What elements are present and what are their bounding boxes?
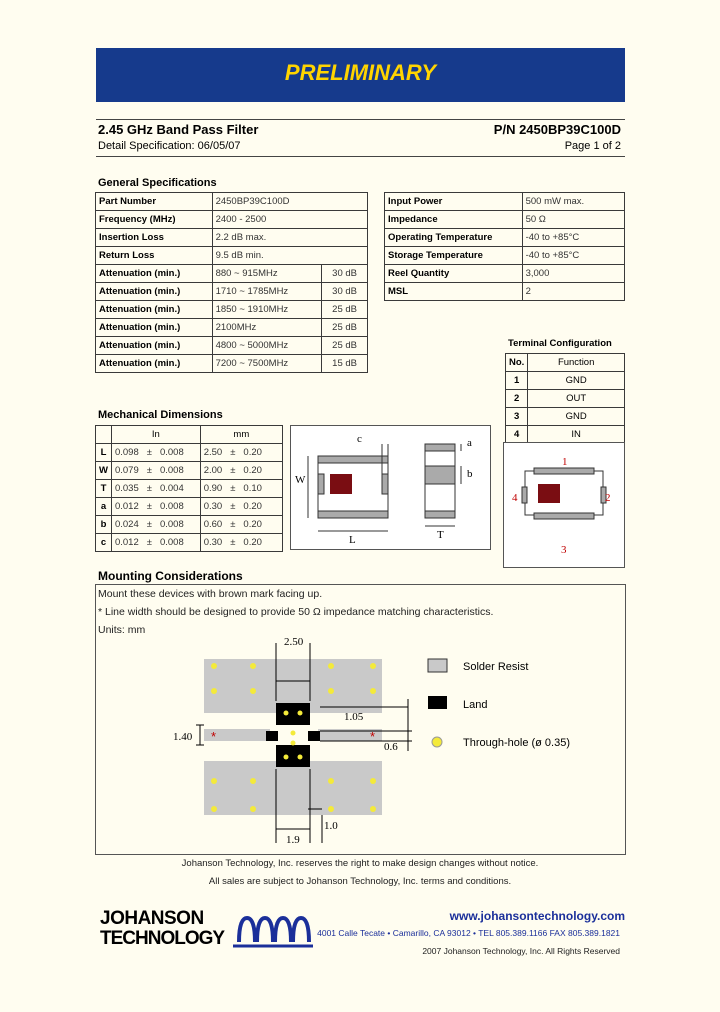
copyright: 2007 Johanson Technology, Inc. All Rights Reserved [422, 946, 620, 956]
product-title: 2.45 GHz Band Pass Filter [98, 122, 259, 137]
mechanical-mm-cell [200, 516, 282, 534]
top-view-pad-left [318, 474, 324, 494]
spec-label: Insertion Loss [96, 229, 213, 247]
via [370, 806, 376, 812]
spec-extra: 15 dB [322, 355, 368, 373]
mechanical-dim: W [96, 462, 112, 480]
terminal-row [506, 408, 625, 426]
mechanical-mm-cell [200, 498, 282, 516]
label-c: c [357, 433, 362, 445]
top-view-pad-top [318, 456, 388, 463]
mechanical-in-value: 0.012 [114, 501, 139, 512]
side-view-pad-mid [425, 466, 455, 484]
dim-105: 1.05 [344, 711, 364, 723]
mechanical-mm-value: 2.00 [203, 465, 223, 476]
mechanical-mm-cell [200, 480, 282, 498]
legend-land: Land [463, 699, 488, 711]
terminal-col-function: Function [528, 354, 625, 372]
spec-label: Attenuation (min.) [96, 355, 213, 373]
via [291, 731, 296, 736]
legend-via-swatch [432, 737, 442, 747]
mechanical-dim: c [96, 534, 112, 552]
legend-via: Through-hole (ø 0.35) [463, 737, 570, 749]
terminal-no: 4 [506, 426, 528, 444]
mechanical-mm-tol: 0.20 [243, 537, 262, 548]
spec-label: MSL [385, 283, 523, 301]
spec-label: Attenuation (min.) [96, 265, 213, 283]
spec-row [96, 355, 368, 373]
legend-solder: Solder Resist [463, 661, 529, 673]
terminal-header-row [506, 354, 625, 372]
header-rule-top [96, 119, 625, 120]
mechanical-in-cell [111, 498, 200, 516]
pad-3 [534, 513, 594, 519]
mechanical-in-value: 0.035 [114, 483, 139, 494]
mechanical-dim: a [96, 498, 112, 516]
via [328, 806, 334, 812]
general-spec-heading: General Specifications [98, 177, 217, 189]
terminal-row [506, 372, 625, 390]
via [250, 778, 256, 784]
spec-row [96, 319, 368, 337]
mechanical-row [96, 444, 283, 462]
legend-solder-swatch [428, 659, 447, 672]
spec-row [96, 211, 368, 229]
mechanical-in-tol: 0.008 [159, 501, 184, 512]
land-right [308, 731, 320, 741]
mechanical-in-cell [111, 534, 200, 552]
terminal-row [506, 426, 625, 444]
via [284, 755, 289, 760]
mechanical-in-cell [111, 444, 200, 462]
spec-label: Operating Temperature [385, 229, 523, 247]
land-pattern-svg [96, 585, 625, 854]
dim-10: 1.0 [324, 820, 338, 832]
label-a: a [467, 437, 472, 449]
logo-mark-icon [233, 912, 313, 952]
terminal-function: GND [528, 372, 625, 390]
footer-line-2: All sales are subject to Johanson Technology, Inc. terms and conditions. [208, 876, 512, 887]
mechanical-in-cell [111, 480, 200, 498]
plus-minus: ± [230, 537, 236, 548]
spec-value: 2 [522, 283, 624, 301]
spec-value: 3,000 [522, 265, 624, 283]
spec-label: Attenuation (min.) [96, 337, 213, 355]
spec-value: 2450BP39C100D [212, 193, 367, 211]
mechanical-in-value: 0.098 [114, 447, 139, 458]
spec-value: 500 mW max. [522, 193, 624, 211]
mechanical-in-tol: 0.008 [159, 465, 184, 476]
mechanical-row [96, 480, 283, 498]
via [328, 688, 334, 694]
spec-label: Attenuation (min.) [96, 319, 213, 337]
spec-label: Attenuation (min.) [96, 283, 213, 301]
terminal-diagram-svg [504, 443, 624, 567]
via [211, 806, 217, 812]
company-address: 4001 Calle Tecate • Camarillo, CA 93012 • TEL 805.389.1166 FAX 805.389.1821 [317, 928, 620, 938]
mechanical-in-tol: 0.004 [159, 483, 184, 494]
mechanical-table [95, 425, 283, 552]
spec-value: 4800 ~ 5000MHz [212, 337, 322, 355]
plus-minus: ± [146, 447, 152, 458]
mechanical-mm-tol: 0.20 [243, 465, 262, 476]
footer-line-1: Johanson Technology, Inc. reserves the right to make design changes without notice. [181, 858, 539, 869]
via [298, 711, 303, 716]
mounting-heading: Mounting Considerations [98, 569, 243, 583]
website-link[interactable]: www.johansontechnology.com [449, 909, 625, 923]
mechanical-in-value: 0.024 [114, 519, 139, 530]
spec-row [96, 265, 368, 283]
via [328, 663, 334, 669]
dim-06: 0.6 [384, 741, 398, 753]
mechanical-in-tol: 0.008 [159, 519, 184, 530]
mechanical-in-tol: 0.008 [159, 447, 184, 458]
spec-value: -40 to +85°C [522, 229, 624, 247]
mechanical-mm-value: 0.60 [203, 519, 223, 530]
mechanical-mm-tol: 0.20 [243, 501, 262, 512]
spec-row [96, 247, 368, 265]
terminal-diagram [503, 442, 625, 568]
via [298, 755, 303, 760]
terminal-function: GND [528, 408, 625, 426]
spec-label: Frequency (MHz) [96, 211, 213, 229]
mechanical-col-in: In [111, 426, 200, 444]
mechanical-in-cell [111, 516, 200, 534]
mechanical-in-tol: 0.008 [159, 537, 184, 548]
via [291, 741, 296, 746]
spec-value: 2400 - 2500 [212, 211, 367, 229]
header-rule-bottom [96, 156, 625, 157]
spec-extra: 25 dB [322, 319, 368, 337]
mechanical-dim: b [96, 516, 112, 534]
spec-row [385, 229, 625, 247]
spec-extra: 30 dB [322, 265, 368, 283]
terminal-heading: Terminal Configuration [508, 338, 612, 349]
label-b: b [467, 468, 473, 480]
mechanical-mm-cell [200, 534, 282, 552]
mechanical-in-value: 0.079 [114, 465, 139, 476]
mechanical-mm-cell [200, 462, 282, 480]
via [211, 688, 217, 694]
via [370, 663, 376, 669]
label-l: L [349, 534, 356, 546]
spec-row [96, 301, 368, 319]
spec-label: Return Loss [96, 247, 213, 265]
mechanical-in-value: 0.012 [114, 537, 139, 548]
top-view-pad-bottom [318, 511, 388, 518]
spec-extra: 25 dB [322, 337, 368, 355]
mounting-line-3: Units: mm [98, 624, 146, 636]
mechanical-mm-value: 0.30 [203, 537, 223, 548]
mechanical-row [96, 462, 283, 480]
mechanical-diagram-svg [291, 426, 490, 549]
terminal-label-3: 3 [561, 544, 567, 556]
plus-minus: ± [146, 465, 152, 476]
mechanical-dim: L [96, 444, 112, 462]
preliminary-banner [96, 48, 625, 102]
mechanical-mm-tol: 0.10 [243, 483, 262, 494]
dim-140: 1.40 [173, 731, 193, 743]
terminal-label-4: 4 [512, 492, 518, 504]
via [328, 778, 334, 784]
plus-minus: ± [146, 537, 152, 548]
terminal-col-no: No. [506, 354, 528, 372]
terminal-no: 1 [506, 372, 528, 390]
mechanical-mm-value: 0.90 [203, 483, 223, 494]
pad-4 [522, 487, 527, 503]
mechanical-mm-value: 0.30 [203, 501, 223, 512]
spec-value: -40 to +85°C [522, 247, 624, 265]
spec-label: Part Number [96, 193, 213, 211]
mechanical-corner [96, 426, 112, 444]
via [250, 688, 256, 694]
detail-spec: Detail Specification: 06/05/07 [98, 140, 241, 152]
asterisk-left: * [211, 729, 217, 744]
terminal-row [506, 390, 625, 408]
mechanical-diagram [290, 425, 491, 550]
via [370, 688, 376, 694]
spec-value: 2.2 dB max. [212, 229, 367, 247]
spec-row [385, 211, 625, 229]
top-view-pad-right [382, 474, 388, 494]
spec-label: Impedance [385, 211, 523, 229]
pad-1 [534, 468, 594, 474]
plus-minus: ± [146, 501, 152, 512]
spec-row [96, 193, 368, 211]
side-view-pad-top [425, 444, 455, 451]
mechanical-in-cell [111, 462, 200, 480]
terminal-function: IN [528, 426, 625, 444]
land-bottom [276, 745, 310, 767]
plus-minus: ± [230, 483, 236, 494]
via [211, 778, 217, 784]
via [284, 711, 289, 716]
via [211, 663, 217, 669]
dim-19: 1.9 [286, 834, 300, 846]
plus-minus: ± [146, 483, 152, 494]
mechanical-dim: T [96, 480, 112, 498]
label-w: W [295, 474, 306, 486]
land-left [266, 731, 278, 741]
mechanical-row [96, 516, 283, 534]
mounting-line-1: Mount these devices with brown mark facing up. [98, 588, 323, 600]
spec-row [96, 337, 368, 355]
banner-text: PRELIMINARY [284, 60, 437, 85]
via [250, 806, 256, 812]
solder-resist-bottom [204, 761, 382, 815]
mechanical-mm-tol: 0.20 [243, 519, 262, 530]
company-logo [100, 909, 232, 949]
mounting-box [95, 584, 626, 855]
terminal-no: 3 [506, 408, 528, 426]
label-t: T [437, 529, 444, 541]
plus-minus: ± [230, 465, 236, 476]
asterisk-right: * [370, 729, 376, 744]
terminal-function: OUT [528, 390, 625, 408]
spec-value: 9.5 dB min. [212, 247, 367, 265]
chip-top-view [318, 456, 388, 518]
dim-250: 2.50 [284, 636, 304, 648]
spec-value: 1710 ~ 1785MHz [212, 283, 322, 301]
mechanical-col-mm: mm [200, 426, 282, 444]
spec-extra: 30 dB [322, 283, 368, 301]
logo-line-1: JOHANSON [100, 908, 204, 929]
part-number: P/N 2450BP39C100D [493, 122, 621, 137]
spec-row [385, 265, 625, 283]
legend-land-swatch [428, 696, 447, 709]
mechanical-row [96, 534, 283, 552]
mechanical-mm-value: 2.50 [203, 447, 223, 458]
plus-minus: ± [230, 501, 236, 512]
mechanical-header-row [96, 426, 283, 444]
general-spec-right-table [384, 192, 625, 301]
spec-value: 50 Ω [522, 211, 624, 229]
spec-label: Input Power [385, 193, 523, 211]
terminal-no: 2 [506, 390, 528, 408]
general-spec-left-table [95, 192, 368, 373]
mechanical-mm-tol: 0.20 [243, 447, 262, 458]
plus-minus: ± [230, 519, 236, 530]
spec-value: 2100MHz [212, 319, 322, 337]
brown-mark [538, 484, 560, 503]
page-indicator: Page 1 of 2 [564, 140, 621, 152]
via [370, 778, 376, 784]
spec-value: 880 ~ 915MHz [212, 265, 322, 283]
chip-body [525, 471, 603, 515]
spec-label: Attenuation (min.) [96, 301, 213, 319]
via [250, 663, 256, 669]
mechanical-mm-cell [200, 444, 282, 462]
spec-label: Storage Temperature [385, 247, 523, 265]
plus-minus: ± [146, 519, 152, 530]
terminal-label-2: 2 [605, 492, 611, 504]
spec-extra: 25 dB [322, 301, 368, 319]
spec-label: Reel Quantity [385, 265, 523, 283]
mechanical-heading: Mechanical Dimensions [98, 409, 223, 421]
plus-minus: ± [230, 447, 236, 458]
mechanical-row [96, 498, 283, 516]
spec-row [385, 247, 625, 265]
spec-row [385, 283, 625, 301]
spec-row [96, 229, 368, 247]
terminal-table [505, 353, 625, 444]
side-view-pad-bottom [425, 511, 455, 518]
spec-row [96, 283, 368, 301]
top-view-brown-mark [330, 474, 352, 494]
spec-row [385, 193, 625, 211]
logo-line-2: TECHNOLOGY [100, 928, 225, 949]
spec-value: 7200 ~ 7500MHz [212, 355, 322, 373]
mounting-line-2: * Line width should be designed to provide 50 Ω impedance matching characteristics. [98, 606, 494, 618]
spec-value: 1850 ~ 1910MHz [212, 301, 322, 319]
terminal-label-1: 1 [562, 456, 568, 468]
land-top [276, 703, 310, 725]
